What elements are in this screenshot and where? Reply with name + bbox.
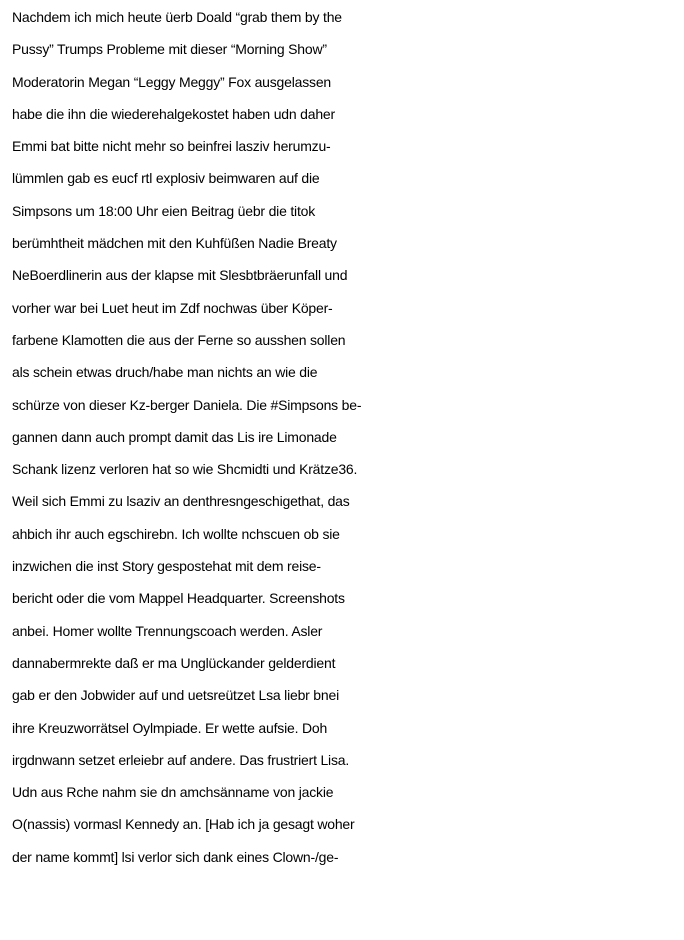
text-line: gab er den Jobwider auf und uetsreützet Lsa liebr bnei xyxy=(12,687,339,704)
text-line: bericht oder die vom Mappel Headquarter. Screenshots xyxy=(12,590,345,607)
text-line: farbene Klamotten die aus der Ferne so ausshen sollen xyxy=(12,331,346,348)
text-line: als schein etwas druch/habe man nichts an wie die xyxy=(12,364,318,381)
text-line: Udn aus Rche nahm sie dn amchsänname von jackie xyxy=(12,784,334,801)
text-line: der name kommt] lsi verlor sich dank eines Clown-/ge- xyxy=(12,848,339,865)
text-line: vorher war bei Luet heut im Zdf nochwas über Köper- xyxy=(12,299,333,316)
text-line: Pussy” Trumps Probleme mit dieser “Morning Show” xyxy=(12,41,327,58)
text-line: lümmlen gab es eucf rtl explosiv beimwaren auf die xyxy=(12,170,320,187)
text-line: gannen dann auch prompt damit das Lis ire Limonade xyxy=(12,428,337,445)
text-line: Simpsons um 18:00 Uhr eien Beitrag üebr die titok xyxy=(12,202,316,219)
text-line: Emmi bat bitte nicht mehr so beinfrei lasziv herumzu- xyxy=(12,138,331,155)
text-line: habe die ihn die wiederehalgekostet haben udn daher xyxy=(12,105,335,122)
document-page xyxy=(12,0,684,940)
text-line: irgdnwann setzet erleiebr auf andere. Das frustriert Lisa. xyxy=(12,751,350,768)
text-line: NeBoerdlinerin aus der klapse mit Slesbtbräerunfall und xyxy=(12,267,348,284)
text-line: Schank lizenz verloren hat so wie Shcmidti und Krätze36. xyxy=(12,461,358,478)
text-line: Weil sich Emmi zu lsaziv an denthresngeschigethat, das xyxy=(12,493,350,510)
text-line: Nachdem ich mich heute üerb Doald “grab them by the xyxy=(12,9,342,25)
text-line: O(nassis) vormasl Kennedy an. [Hab ich ja gesagt woher xyxy=(12,816,355,833)
text-line: Moderatorin Megan “Leggy Meggy” Fox ausgelassen xyxy=(12,73,331,90)
text-line: inzwichen die inst Story gespostehat mit dem reise- xyxy=(12,558,321,575)
text-line: ahbich ihr auch egschirebn. Ich wollte nchscuen ob sie xyxy=(12,525,340,542)
text-line: anbei. Homer wollte Trennungscoach werden. Asler xyxy=(12,622,323,639)
text-line: schürze von dieser Kz-berger Daniela. Die #Simpsons be- xyxy=(12,396,362,413)
text-line: dannabermrekte daß er ma Unglückander gelderdient xyxy=(12,654,336,671)
text-line: ihre Kreuzworrätsel Oylmpiade. Er wette aufsie. Doh xyxy=(12,719,328,736)
text-block xyxy=(12,0,684,873)
text-line: berümhtheit mädchen mit den Kuhfüßen Nadie Breaty xyxy=(12,235,337,252)
